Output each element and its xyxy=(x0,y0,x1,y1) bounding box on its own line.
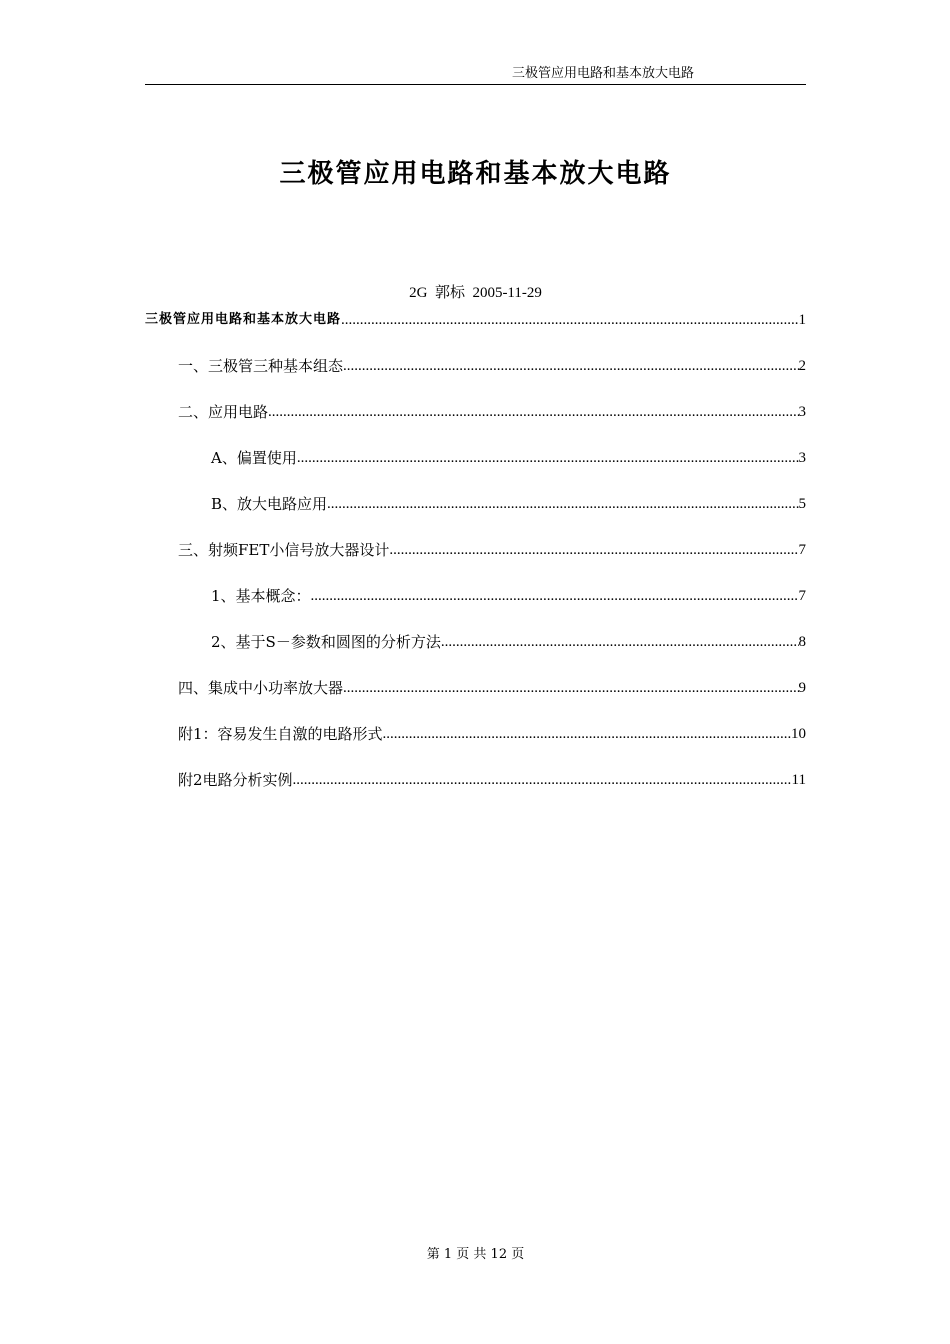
toc-entry-page: 5 xyxy=(798,496,806,512)
toc-entry-page: 1 xyxy=(798,312,806,328)
running-header-title: 三极管应用电路和基本放大电路 xyxy=(511,66,694,81)
toc-entry-section-2[interactable] xyxy=(145,399,806,423)
toc-entry-label: A、偏置使用 xyxy=(211,449,297,467)
toc-entry-section-4[interactable] xyxy=(145,675,806,699)
toc-entry-section-3-1[interactable] xyxy=(145,583,806,607)
toc-entry-page: 2 xyxy=(798,358,806,374)
toc-entry-label: 附1：容易发生自激的电路形式 xyxy=(178,725,383,743)
toc-leader-dots xyxy=(268,401,798,423)
toc-entry-page: 11 xyxy=(791,772,806,788)
toc-leader-dots xyxy=(327,493,798,515)
page-footer: 第 1 页 共 12 页 xyxy=(426,1247,525,1262)
toc-leader-dots xyxy=(293,769,792,791)
toc-entry-page: 7 xyxy=(798,588,806,604)
toc-leader-dots xyxy=(297,447,799,469)
toc-entry-page: 9 xyxy=(798,680,806,696)
toc-entry-section-3-2[interactable] xyxy=(145,629,806,653)
toc-entry-label: 三极管应用电路和基本放大电路 xyxy=(145,312,342,327)
toc-leader-dots xyxy=(383,723,791,745)
toc-entry-page: 3 xyxy=(798,404,806,420)
toc-entry-section-3[interactable] xyxy=(145,537,806,561)
toc-leader-dots xyxy=(343,355,798,377)
toc-entry-page: 3 xyxy=(798,450,806,466)
toc-entry-section-1[interactable] xyxy=(145,353,806,377)
toc-leader-dots xyxy=(441,631,799,653)
toc-entry-label: 二、应用电路 xyxy=(178,403,269,421)
toc-entry-label: 2、基于S－参数和圆图的分析方法 xyxy=(211,633,441,651)
toc-entry-appendix-1[interactable] xyxy=(145,721,806,745)
toc-entry-page: 8 xyxy=(798,634,806,650)
toc-entry-label: 附2电路分析实例 xyxy=(178,771,293,789)
document-title: 三极管应用电路和基本放大电路 xyxy=(279,159,672,189)
toc-entry-label: 1、基本概念： xyxy=(211,587,311,605)
toc-entry-label: 三、射频FET小信号放大器设计 xyxy=(178,541,390,559)
toc-entry-label: 一、三极管三种基本组态 xyxy=(178,357,344,375)
toc-entry-section-2b[interactable] xyxy=(145,491,806,515)
page-header xyxy=(145,66,806,85)
toc-leader-dots xyxy=(341,309,798,331)
toc-entry-title[interactable] xyxy=(145,307,806,331)
toc-entry-page: 10 xyxy=(791,726,806,742)
toc-entry-appendix-2[interactable] xyxy=(145,767,806,791)
toc-leader-dots xyxy=(311,585,799,607)
toc-entry-page: 7 xyxy=(798,542,806,558)
toc-entry-label: B、放大电路应用 xyxy=(211,495,328,513)
author-date-line: 2G 郭标 2005-11-29 xyxy=(409,285,542,301)
toc-entry-section-2a[interactable] xyxy=(145,445,806,469)
toc-leader-dots xyxy=(389,539,798,561)
toc-leader-dots xyxy=(343,677,798,699)
toc-entry-label: 四、集成中小功率放大器 xyxy=(178,679,344,697)
